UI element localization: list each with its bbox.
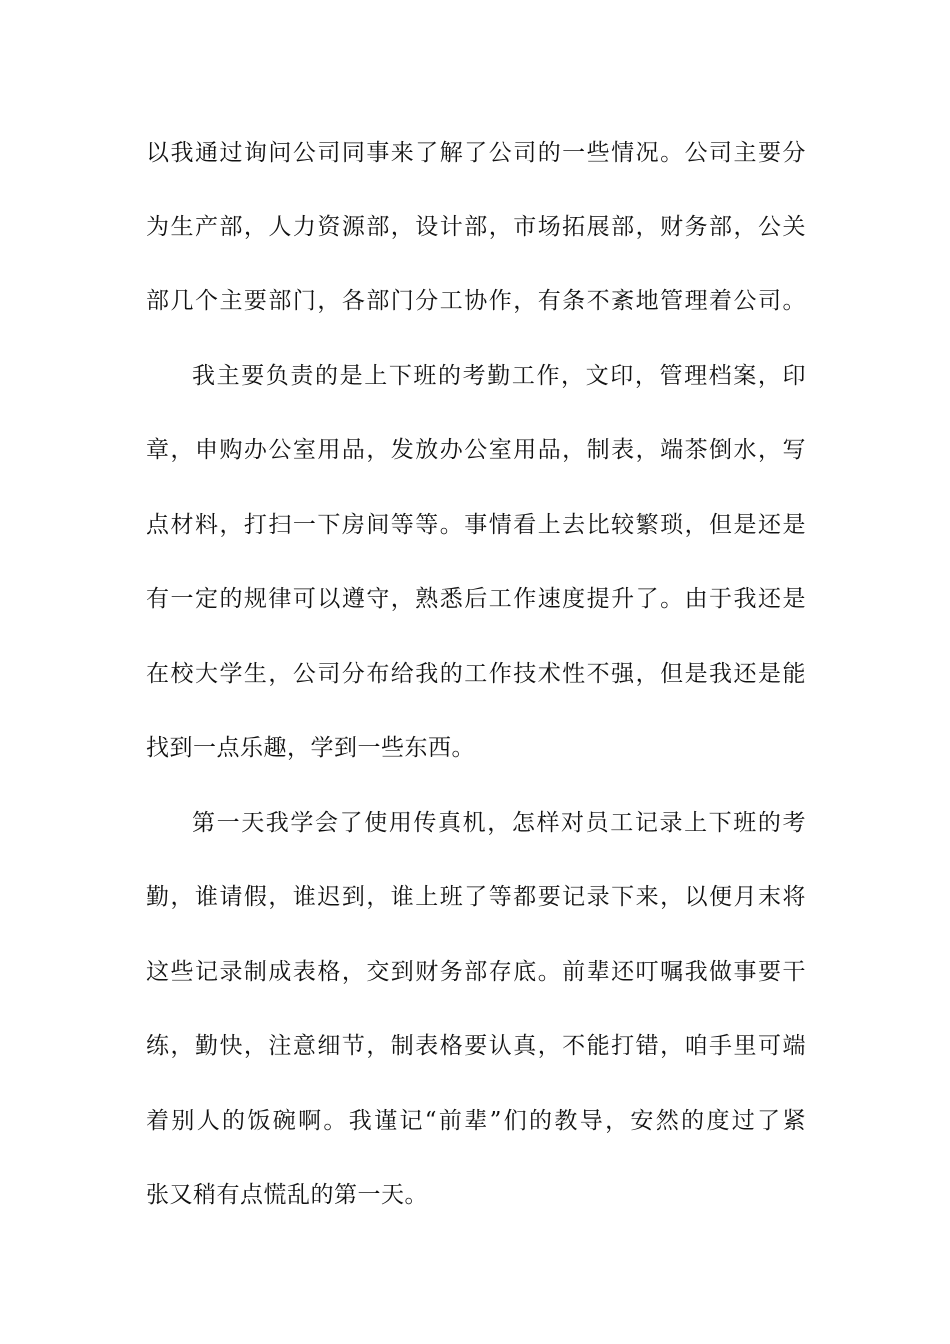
paragraph-first-line: 我主要负责的是上下班的考勤工作，文印，管理档案，印 [192, 363, 806, 389]
text-line: 有一定的规律可以遵守，熟悉后工作速度提升了。由于我还是 [146, 586, 806, 612]
text-line: 为生产部，人力资源部，设计部，市场拓展部，财务部，公关 [146, 214, 806, 240]
text-line: 找到一点乐趣，学到一些东西。 [146, 735, 475, 761]
text-line: 以我通过询问公司同事来了解了公司的一些情况。公司主要分 [146, 140, 806, 166]
text-line: 在校大学生，公司分布给我的工作技术性不强，但是我还是能 [146, 661, 806, 687]
text-line: 张又稍有点慌乱的第一天。 [146, 1182, 428, 1208]
text-line: 勤，谁请假，谁迟到，谁上班了等都要记录下来，以便月末将 [146, 884, 806, 910]
text-line: 部几个主要部门，各部门分工协作，有条不紊地管理着公司。 [146, 288, 806, 314]
text-line: 点材料，打扫一下房间等等。事情看上去比较繁琐，但是还是 [146, 512, 806, 538]
text-line: 练，勤快，注意细节，制表格要认真，不能打错，咱手里可端 [146, 1033, 806, 1059]
paragraph-first-line: 第一天我学会了使用传真机，怎样对员工记录上下班的考 [192, 810, 806, 836]
text-line: 着别人的饭碗啊。我谨记“前辈”们的教导，安然的度过了紧 [146, 1108, 806, 1134]
text-line: 这些记录制成表格，交到财务部存底。前辈还叮嘱我做事要干 [146, 959, 806, 985]
text-line: 章，申购办公室用品，发放办公室用品，制表，端茶倒水，写 [146, 437, 806, 463]
